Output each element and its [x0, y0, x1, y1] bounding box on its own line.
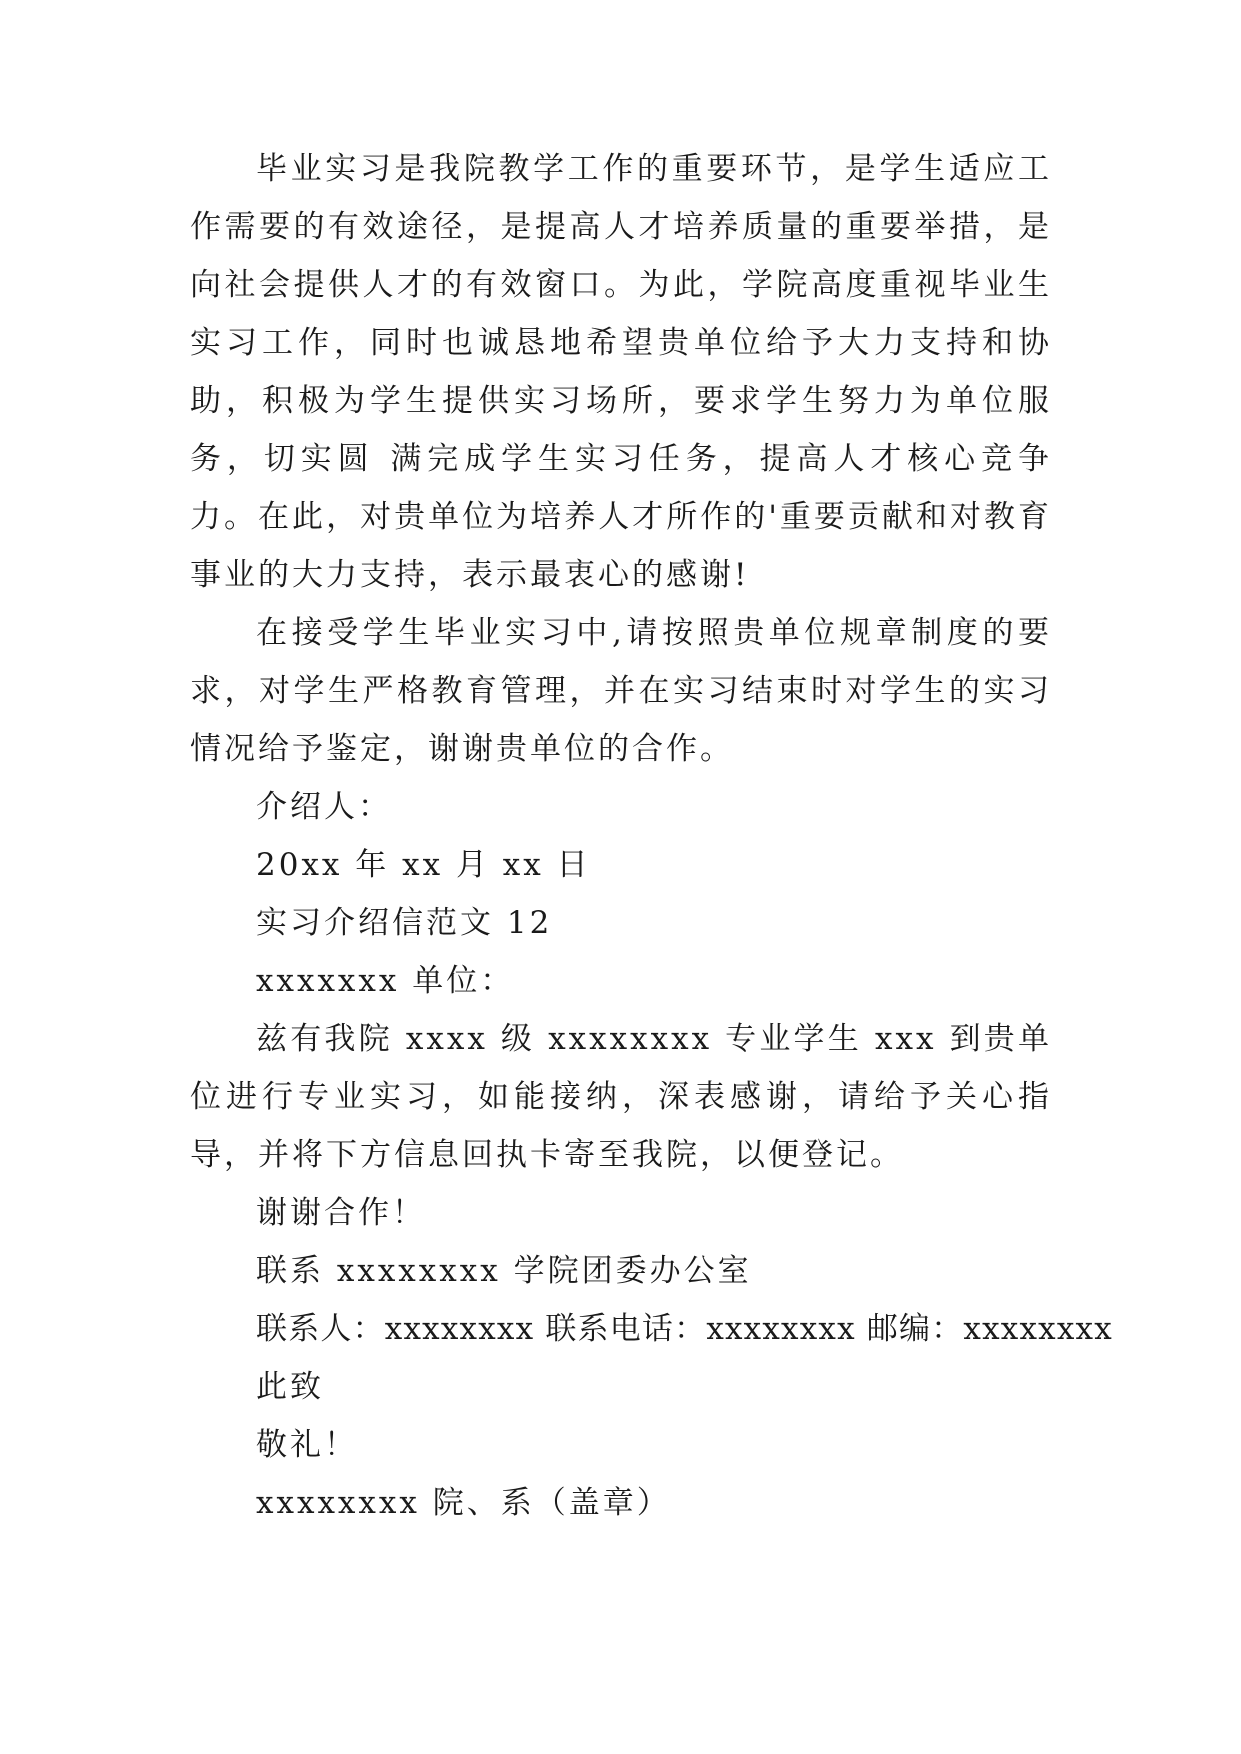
letter-date: 20xx 年 xx 月 xx 日	[256, 847, 591, 883]
introducer-label: 介绍人：	[256, 789, 392, 825]
body-paragraph-introduction: 兹有我院 xxxx 级 xxxxxxxx 专业学生 xxx 到贵单位进行专业实习，如能接纳，深表感谢，请给予关心指导，并将下方信息回执卡寄至我院，以便登记。	[190, 1021, 1052, 1173]
closing-salutation: 此致	[256, 1369, 324, 1405]
sample-title: 实习介绍信范文 12	[256, 905, 553, 941]
thanks-line: 谢谢合作！	[256, 1195, 426, 1231]
contact-details: 联系人：xxxxxxxx 联系电话：xxxxxxxx 邮编：xxxxxxxx	[256, 1311, 1113, 1347]
closing-regards: 敬礼！	[256, 1427, 358, 1463]
body-paragraph-internship-importance: 毕业实习是我院教学工作的重要环节，是学生适应工作需要的有效途径，是提高人才培养质量的重要举措，是向社会提供人才的有效窗口。为此，学院高度重视毕业生实习工作，同时也诚恳地希望贵单位给予大力支持和协助，积极为学生提供实习场所，要求学生努力为单位服务，切实圆 满完成学生实习任务，提高人才核心竞争力。在此，对贵单位为培养人才所作的'重要贡献和对教育事业的大力支持，表示最衷心的感谢!	[190, 151, 1052, 593]
contact-office: 联系 xxxxxxxx 学院团委办公室	[256, 1253, 752, 1289]
recipient-salutation: xxxxxxx 单位：	[256, 963, 515, 999]
letter-body	[190, 140, 1113, 1532]
body-paragraph-management-request: 在接受学生毕业实习中,请按照贵单位规章制度的要求，对学生严格教育管理，并在实习结束时对学生的实习情况给予鉴定，谢谢贵单位的合作。	[190, 615, 1052, 767]
signature-line: xxxxxxxx 院、系（盖章）	[256, 1485, 671, 1521]
